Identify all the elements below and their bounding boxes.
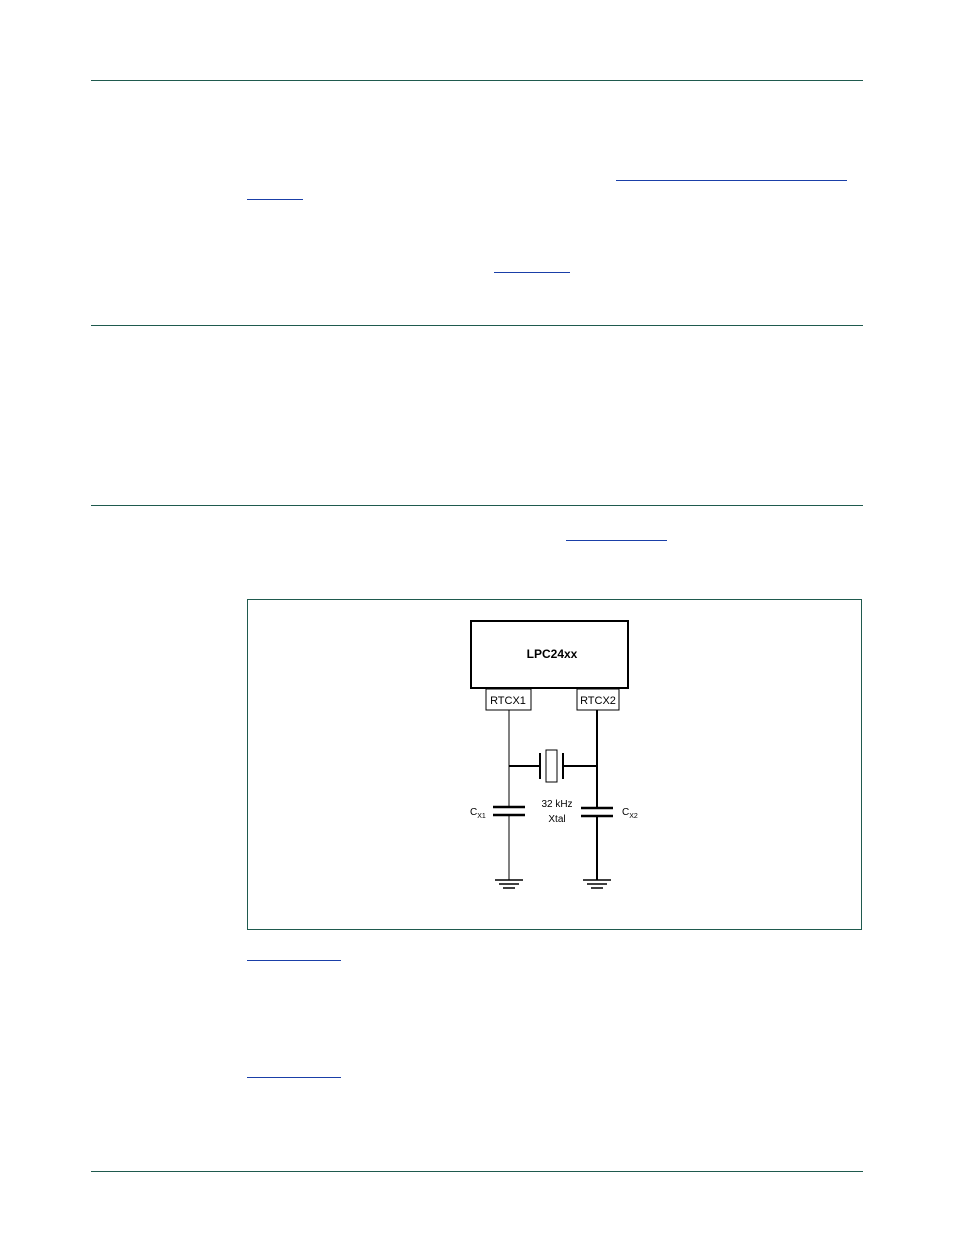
cap-x1-label: $C_{X1}$ <box>470 807 486 820</box>
hyperlink-1a[interactable] <box>616 180 847 181</box>
xtal-label-freq: 32 kHz <box>541 799 573 810</box>
section-divider-1 <box>91 325 863 326</box>
pin-rtcx2-label: RTCX2 <box>580 695 616 707</box>
figure-link-2[interactable] <box>247 1077 341 1078</box>
chip-label: LPC24xx <box>526 647 578 661</box>
hyperlink-3[interactable] <box>566 540 667 541</box>
cap-x2-label: $C_{X2}$ <box>622 807 638 820</box>
pin-rtcx1-label: RTCX1 <box>490 695 526 707</box>
rtc-oscillator-figure <box>247 599 862 930</box>
footer-rule <box>91 1171 863 1172</box>
xtal-body <box>546 750 557 782</box>
hyperlink-2[interactable] <box>494 272 570 273</box>
hyperlink-1b[interactable] <box>247 199 303 200</box>
header-rule <box>91 80 863 81</box>
ground-right-icon <box>583 880 611 888</box>
section-divider-2 <box>91 505 863 506</box>
figure-link-1[interactable] <box>247 960 341 961</box>
ground-left-icon <box>495 880 523 888</box>
circuit-diagram <box>248 600 863 931</box>
xtal-label-name: Xtal <box>548 814 566 825</box>
